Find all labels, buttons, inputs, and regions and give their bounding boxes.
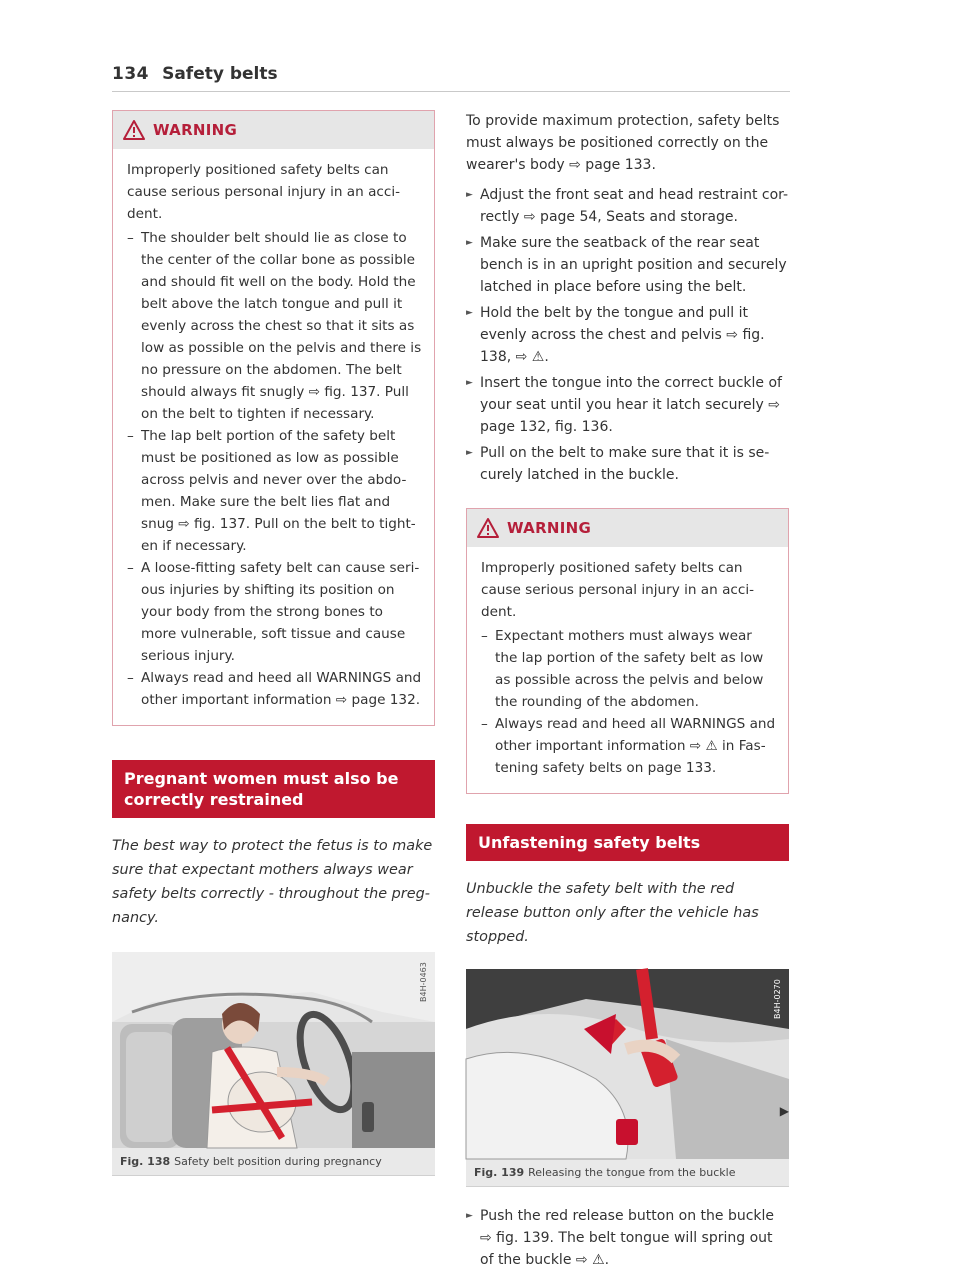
warning-box <box>466 508 789 794</box>
warning-header <box>113 111 434 149</box>
warning-box <box>112 110 435 726</box>
warning-body <box>113 149 434 725</box>
steps-list <box>466 184 789 486</box>
step-item: ► Make sure the seatback of the rear seat bench is in an upright position and securely latched in place before using the belt. <box>466 232 789 298</box>
step-item: ► Hold the belt by the tongue and pull it evenly across the chest and pelvis ⇨ fig. 138, ⇨ ⚠. <box>466 302 789 368</box>
intro-paragraph: To provide maximum protection, safety belts must always be positioned correctly on the wearer's body ⇨ page 133. <box>466 113 780 173</box>
figure-138 <box>112 952 435 1176</box>
step-item: ► Insert the tongue into the correct buckle of your seat until you hear it latch securely ⇨ page 132, fig. 136. <box>466 372 789 438</box>
step-item: ► Pull on the belt to make sure that it is se-curely latched in the buckle. <box>466 442 789 486</box>
warning-item: – The shoulder belt should lie as close to the center of the collar bone as possible and should fit well on the body. Hold the belt above the latch tongue and pull it evenly across the chest so that it sits as low as possible on the pelvis and there is no pressure on the abdomen. The belt should always fit snugly ⇨ fig. 137. Pull on the belt to tighten if necessary. <box>127 227 422 425</box>
buckle-release-illustration <box>466 969 789 1159</box>
section-heading-pregnant: Pregnant women must also be correctly restrained <box>112 760 435 818</box>
continue-arrow-icon: ▶ <box>779 1104 789 1118</box>
section-intro-unfastening: Unbuckle the safety belt with the red release button only after the vehicle has stopped. <box>466 881 759 945</box>
figure-caption <box>112 1148 435 1175</box>
step-item: ► Adjust the front seat and head restraint cor-rectly ⇨ page 54, Seats and storage. <box>466 184 789 228</box>
figure-caption <box>466 1159 789 1186</box>
figure-label: Fig. 139 <box>474 1166 525 1179</box>
figure-label: Fig. 138 <box>120 1155 171 1168</box>
warning-intro: Improperly positioned safety belts can cause serious personal injury in an acci-dent. <box>481 560 755 620</box>
page-number: 134 <box>112 64 149 84</box>
warning-item: – The lap belt portion of the safety belt must be positioned as low as possible across pelvis and never over the abdo-men. Make sure the belt lies flat and snug ⇨ fig. 137. Pull on the belt to tight-en if necessary. <box>127 425 422 557</box>
final-steps-list <box>466 1205 789 1271</box>
page-header <box>112 64 790 92</box>
warning-label: WARNING <box>153 121 238 139</box>
warning-list <box>481 625 776 779</box>
figure-code-139: B4H-0270 <box>773 979 782 1019</box>
pregnancy-belt-illustration <box>112 952 435 1148</box>
warning-triangle-icon <box>477 518 499 538</box>
right-column <box>466 110 789 1268</box>
warning-intro: Improperly positioned safety belts can cause serious personal injury in an acci-dent. <box>127 162 401 222</box>
page-section-title: Safety belts <box>162 64 278 84</box>
step-item: ► Push the red release button on the buckle ⇨ fig. 139. The belt tongue will spring out of the buckle ⇨ ⚠. <box>466 1205 789 1271</box>
warning-triangle-icon <box>123 120 145 140</box>
figure-caption-text: Releasing the tongue from the buckle <box>528 1166 736 1179</box>
warning-label: WARNING <box>507 519 592 537</box>
warning-item: – Expectant mothers must always wear the lap portion of the safety belt as low as possible across the pelvis and below the rounding of the abdomen. <box>481 625 776 713</box>
warning-item: – Always read and heed all WARNINGS and other important information ⇨ page 132. <box>127 667 422 711</box>
warning-list <box>127 227 422 711</box>
section-intro-pregnant: The best way to protect the fetus is to make sure that expectant mothers always wear safety belts correctly - throughout the preg-nancy. <box>112 838 433 926</box>
figure-code-138: B4H-0463 <box>419 962 428 1002</box>
warning-item: – A loose-fitting safety belt can cause seri-ous injuries by shifting its position on your body from the strong bones to more vulnerable, soft tissue and cause serious injury. <box>127 557 422 667</box>
warning-header <box>467 509 788 547</box>
section-heading-unfastening: Unfastening safety belts <box>466 824 789 861</box>
warning-item: – Always read and heed all WARNINGS and other important information ⇨ ⚠ in Fas-tening safety belts on page 133. <box>481 713 776 779</box>
figure-139 <box>466 969 789 1187</box>
left-column <box>112 110 435 1176</box>
figure-caption-text: Safety belt position during pregnancy <box>174 1155 382 1168</box>
warning-body <box>467 547 788 793</box>
